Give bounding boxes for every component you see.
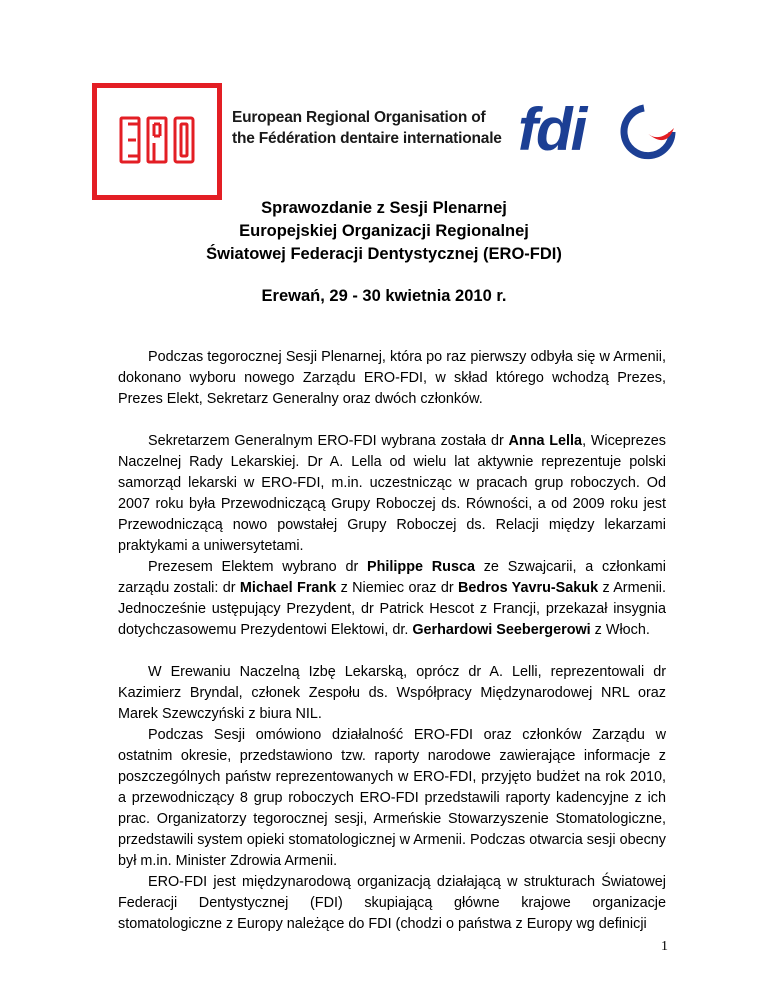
title-line-1: Sprawozdanie z Sesji Plenarnej [261, 199, 507, 217]
fdi-logo-arc-blue [624, 108, 672, 156]
ero-letters-graphic [97, 88, 217, 195]
paragraph-2: Sekretarzem Generalnym ERO-FDI wybrana została dr Anna Lella, Wiceprezes Naczelnej Rady Lekarskiej. Dr A. Lella od wielu lat aktywnie reprezentuje polski samorząd lekarski w ERO-FDI, m.in. uczestnicząc w pracach grup roboczych. Od 2007 roku była Przewodniczącą Grupy Roboczej ds. Równości, a od 2009 roku jest Przewodniczącą nowo powstałej Grupy Roboczej ds. Relacji między lekarzami praktykami a uniwersytetami. [118, 433, 666, 554]
person-name: Philippe Rusca [367, 559, 475, 575]
page-number: 1 [661, 939, 668, 954]
person-name: Bedros Yavru-Sakuk [458, 580, 599, 596]
paragraph-5: Podczas Sesji omówiono działalność ERO-FDI oraz członków Zarządu w ostatnim okresie, przedstawiono tzw. raporty narodowe zawierające informacje z poszczególnych państw reprezentowanych w ERO-FDI, przyjęto budżet na rok 2010, a przewodniczący 8 grup roboczych ERO-FDI przedstawili raporty kadencyjne z ich prac. Organizatorzy tegorocznej sesji, Armeńskie Stowarzyszenie Stomatologiczne, przedstawili system opieki stomatologicznej w Armenii. Podczas otwarcia sesji obecny był m.in. Minister Zdrowia Armenii. [118, 727, 666, 869]
person-name: Michael Frank [239, 580, 337, 596]
organisation-name [232, 107, 512, 149]
report-body [118, 347, 666, 935]
person-name: Anna Lella [508, 433, 583, 449]
title-line-2: Europejskiej Organizacji Regionalnej [239, 222, 529, 240]
fdi-logo-text: fdi [518, 98, 586, 162]
person-name: Gerhardowi Seebergerowi [412, 622, 591, 638]
ero-logo [92, 83, 222, 200]
paragraph-4: W Erewaniu Naczelną Izbę Lekarską, oprócz dr A. Lelli, reprezentowali dr Kazimierz Bryndal, członek Zespołu ds. Współpracy Międzynarodowej NRL oraz Marek Szewczyński z biura NIL. [118, 664, 666, 722]
organisation-name-line-1: European Regional Organisation of [232, 109, 486, 126]
title-line-3: Światowej Federacji Dentystycznej (ERO-FDI) [206, 245, 562, 263]
organisation-name-line-2: the Fédération dentaire internationale [232, 130, 502, 147]
paragraph-3: Prezesem Elektem wybrano dr Philippe Rusca ze Szwajcarii, a członkami zarządu zostali: dr Michael Frank z Niemiec oraz dr Bedros Yavru-Sakuk z Armenii. Jednocześnie ustępujący Prezydent, dr Patrick Hescot z Francji, przekazał insygnia dotychczasowemu Prezydentowi Elektowi, dr. Gerhardowi Seebergerowi z Włoch. [118, 559, 666, 638]
paragraph-1: Podczas tegorocznej Sesji Plenarnej, która po raz pierwszy odbyła się w Armenii, dokonano wyboru nowego Zarządu ERO-FDI, w skład którego wchodzą Prezes, Prezes Elekt, Sekretarz Generalny oraz dwóch członków. [118, 349, 666, 407]
paragraph-6: ERO-FDI jest międzynarodową organizacją działającą w strukturach Światowej Federacji Dentystycznej (FDI) skupiającą główne krajowe organizacje stomatologiczne z Europy należące do FDI (chodzi o państwa z Europy wg definicji [118, 874, 666, 932]
report-date: Erewań, 29 - 30 kwietnia 2010 r. [261, 287, 507, 305]
report-title [0, 197, 768, 266]
fdi-logo [518, 98, 676, 162]
